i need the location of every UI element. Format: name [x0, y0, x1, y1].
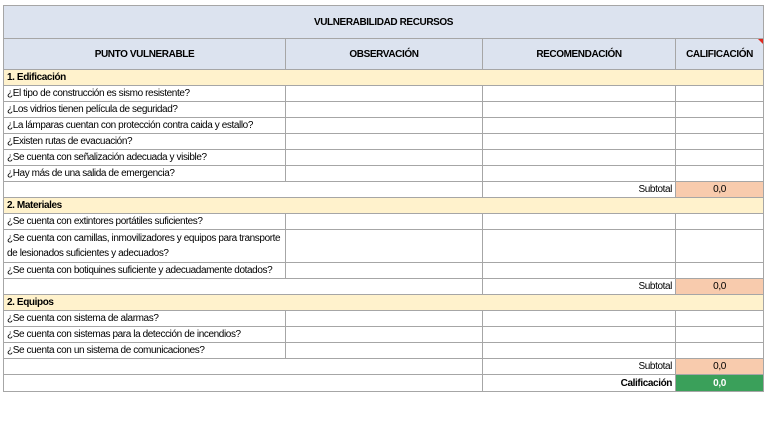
header-observacion[interactable]: OBSERVACIÓN [286, 39, 483, 70]
table-row [4, 86, 764, 102]
recomendacion-cell[interactable] [483, 166, 676, 182]
calificacion-cell[interactable] [676, 134, 764, 150]
section-row [4, 70, 764, 86]
observacion-cell[interactable] [286, 86, 483, 102]
observacion-cell[interactable] [286, 343, 483, 359]
calificacion-cell[interactable] [676, 311, 764, 327]
subtotal-row [4, 359, 764, 375]
table-row [4, 311, 764, 327]
section-title[interactable]: 1. Edificación [4, 70, 764, 86]
recomendacion-cell[interactable] [483, 134, 676, 150]
recomendacion-cell[interactable] [483, 214, 676, 230]
table-row [4, 214, 764, 230]
section-title[interactable]: 2. Materiales [4, 198, 764, 214]
subtotal-value[interactable]: 0,0 [676, 359, 764, 375]
subtotal-row [4, 279, 764, 295]
recomendacion-cell[interactable] [483, 230, 676, 263]
calificacion-cell[interactable] [676, 214, 764, 230]
final-score-label[interactable]: Calificación [483, 375, 676, 392]
subtotal-blank-cell[interactable] [4, 359, 483, 375]
section-row [4, 295, 764, 311]
observacion-cell[interactable] [286, 263, 483, 279]
table-row [4, 166, 764, 182]
calificacion-cell[interactable] [676, 327, 764, 343]
observacion-cell[interactable] [286, 118, 483, 134]
subtotal-value[interactable]: 0,0 [676, 182, 764, 198]
vulnerability-table [3, 5, 764, 392]
recomendacion-cell[interactable] [483, 86, 676, 102]
calificacion-cell[interactable] [676, 230, 764, 263]
section-row [4, 198, 764, 214]
recomendacion-cell[interactable] [483, 102, 676, 118]
sheet-title[interactable]: VULNERABILIDAD RECURSOS [4, 6, 764, 39]
header-recomendacion[interactable]: RECOMENDACIÓN [483, 39, 676, 70]
final-score-value[interactable]: 0,0 [676, 375, 764, 392]
observacion-cell[interactable] [286, 150, 483, 166]
section-title[interactable]: 2. Equipos [4, 295, 764, 311]
observacion-cell[interactable] [286, 166, 483, 182]
subtotal-blank-cell[interactable] [4, 279, 483, 295]
table-row [4, 150, 764, 166]
observacion-cell[interactable] [286, 134, 483, 150]
observacion-cell[interactable] [286, 311, 483, 327]
table-row [4, 327, 764, 343]
subtotal-row [4, 182, 764, 198]
table-row [4, 230, 764, 263]
question-cell[interactable]: ¿La lámparas cuentan con protección contra caida y estallo? [4, 118, 286, 134]
question-cell[interactable]: ¿Hay más de una salida de emergencia? [4, 166, 286, 182]
question-cell[interactable]: ¿Existen rutas de evacuación? [4, 134, 286, 150]
calificacion-cell[interactable] [676, 263, 764, 279]
observacion-cell[interactable] [286, 214, 483, 230]
observacion-cell[interactable] [286, 230, 483, 263]
subtotal-label[interactable]: Subtotal [483, 182, 676, 198]
question-cell[interactable]: ¿Se cuenta con un sistema de comunicaciones? [4, 343, 286, 359]
table-row [4, 134, 764, 150]
final-blank-cell[interactable] [4, 375, 483, 392]
header-calificacion[interactable] [676, 39, 764, 70]
header-row [4, 39, 764, 70]
recomendacion-cell[interactable] [483, 150, 676, 166]
recomendacion-cell[interactable] [483, 311, 676, 327]
question-cell[interactable]: ¿Se cuenta con botiquines suficiente y adecuadamente dotados? [4, 263, 286, 279]
calificacion-cell[interactable] [676, 166, 764, 182]
calificacion-cell[interactable] [676, 102, 764, 118]
calificacion-cell[interactable] [676, 86, 764, 102]
recomendacion-cell[interactable] [483, 327, 676, 343]
question-cell[interactable]: ¿El tipo de construcción es sismo resistente? [4, 86, 286, 102]
question-cell[interactable]: ¿Se cuenta con camillas, inmovilizadores y equipos para transporte de lesionados suficientes y adecuados? [4, 230, 286, 263]
subtotal-label[interactable]: Subtotal [483, 359, 676, 375]
calificacion-cell[interactable] [676, 118, 764, 134]
recomendacion-cell[interactable] [483, 343, 676, 359]
subtotal-blank-cell[interactable] [4, 182, 483, 198]
question-cell[interactable]: ¿Se cuenta con sistemas para la detección de incendios? [4, 327, 286, 343]
question-cell[interactable]: ¿Se cuenta con señalización adecuada y visible? [4, 150, 286, 166]
recomendacion-cell[interactable] [483, 118, 676, 134]
subtotal-value[interactable]: 0,0 [676, 279, 764, 295]
final-score-row [4, 375, 764, 392]
title-row [4, 6, 764, 39]
question-cell[interactable]: ¿Se cuenta con sistema de alarmas? [4, 311, 286, 327]
observacion-cell[interactable] [286, 102, 483, 118]
table-row [4, 263, 764, 279]
observacion-cell[interactable] [286, 327, 483, 343]
header-punto-vulnerable[interactable]: PUNTO VULNERABLE [4, 39, 286, 70]
table-row [4, 102, 764, 118]
calificacion-cell[interactable] [676, 150, 764, 166]
question-cell[interactable]: ¿Se cuenta con extintores portátiles suficientes? [4, 214, 286, 230]
recomendacion-cell[interactable] [483, 263, 676, 279]
question-cell[interactable]: ¿Los vidrios tienen película de seguridad? [4, 102, 286, 118]
comment-indicator-icon[interactable] [758, 39, 763, 44]
header-calificacion-label: CALIFICACIÓN [686, 48, 753, 60]
table-row [4, 118, 764, 134]
table-row [4, 343, 764, 359]
calificacion-cell[interactable] [676, 343, 764, 359]
subtotal-label[interactable]: Subtotal [483, 279, 676, 295]
